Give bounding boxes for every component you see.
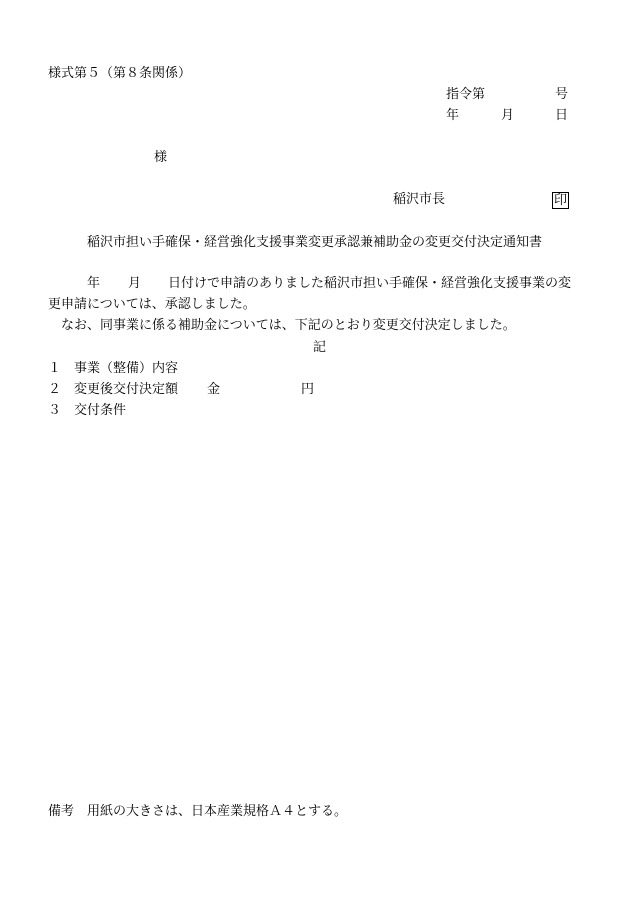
addressee-suffix: 様 [154, 150, 168, 165]
date-day: 日 [555, 108, 569, 123]
date-year: 年 [446, 108, 460, 123]
body-month: 月 [128, 276, 142, 291]
body-year: 年 [87, 276, 101, 291]
item-1-label: 事業（整備）内容 [74, 361, 179, 376]
ki-heading: 記 [313, 340, 327, 355]
item-2-label: 変更後交付決定額 [74, 382, 179, 397]
body-line-3: なお、同事業に係る補助金については、下記のとおり変更交付決定しました。 [61, 318, 516, 333]
seal-stamp: 印 [554, 193, 568, 208]
document-title: 稲沢市担い手確保・経営強化支援事業変更承認兼補助金の変更交付決定通知書 [87, 235, 543, 250]
item-3-label: 交付条件 [74, 403, 127, 418]
item-3-number: ３ [48, 403, 62, 418]
seal-mark [552, 192, 569, 209]
sender-title: 稲沢市長 [393, 192, 446, 207]
directive-prefix: 指令第 [446, 87, 486, 102]
item-2-currency-prefix: 金 [207, 382, 221, 397]
body-line-2: 更申請については、承認しました。 [48, 297, 256, 312]
form-label: 様式第５（第８条関係） [48, 66, 192, 81]
item-2-currency-suffix: 円 [301, 382, 315, 397]
date-month: 月 [501, 108, 515, 123]
body-line-1: 日付けで申請のありました稲沢市担い手確保・経営強化支援事業の変 [168, 276, 572, 291]
item-1-number: １ [48, 361, 62, 376]
directive-suffix: 号 [555, 87, 569, 102]
item-2-number: ２ [48, 382, 62, 397]
remarks: 備考 用紙の大きさは、日本産業規格Ａ４とする。 [48, 804, 348, 819]
